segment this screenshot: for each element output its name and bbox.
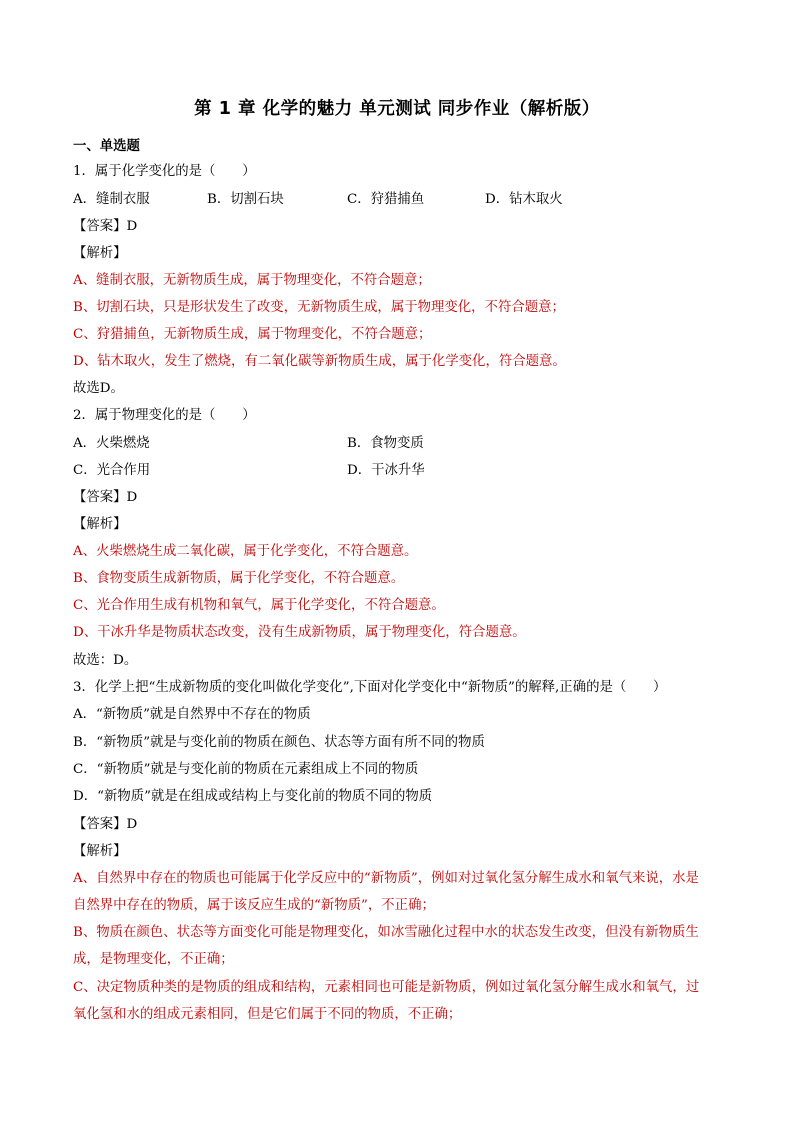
q2-option-d: D．干冰升华 <box>347 463 425 478</box>
q3-option-b: B．“新物质”就是与变化前的物质在颜色、状态等方面有所不同的物质 <box>73 735 485 750</box>
q1-option-c: C．狩猎捕鱼 <box>347 192 425 207</box>
q3-analysis-line: 自然界中存在的物质，属于该反应生成的“新物质”，不正确； <box>73 898 435 913</box>
question-2-options-row-1 <box>73 436 773 452</box>
q3-analysis-line: C、决定物质种类的是物质的组成和结构，元素相同也可能是新物质，例如过氧化氢分解生成水和氧气，过 <box>73 980 700 995</box>
q2-analysis-line: B、食物变质生成新物质，属于化学变化，不符合题意。 <box>73 571 405 586</box>
q3-analysis-line: 成，是物理变化，不正确； <box>73 952 234 967</box>
q3-analysis-line: A、自然界中存在的物质也可能属于化学反应中的“新物质”，例如对过氧化氢分解生成水和氧气来说，水是 <box>73 871 699 886</box>
q2-analysis-line: A、火柴燃烧生成二氧化碳，属于化学变化，不符合题意。 <box>73 544 418 559</box>
q3-analysis-line: 氧化氢和水的组成元素相同，但是它们属于不同的物质，不正确； <box>73 1007 462 1022</box>
q1-option-d: D．钻木取火 <box>485 192 563 207</box>
q2-analysis-line: D、干冰升华是物质状态改变，没有生成新物质，属于物理变化，符合题意。 <box>73 625 526 640</box>
q3-option-d: D．“新物质”就是在组成或结构上与变化前的物质不同的物质 <box>73 789 433 804</box>
q2-option-b: B．食物变质 <box>347 436 424 451</box>
q1-option-a: A．缝制衣服 <box>73 192 150 207</box>
q1-analysis-line: D、钻木取火，发生了燃烧，有二氧化碳等新物质生成，属于化学变化，符合题意。 <box>73 354 566 369</box>
q1-option-b: B．切割石块 <box>207 192 284 207</box>
q2-conclusion: 故选：D。 <box>73 653 138 668</box>
q2-answer: 【答案】D <box>73 490 138 505</box>
q3-option-a: A．“新物质”就是自然界中不存在的物质 <box>73 707 311 722</box>
q2-option-c: C．光合作用 <box>73 463 151 478</box>
q3-analysis-line: B、物质在颜色、状态等方面变化可能是物理变化，如冰雪融化过程中水的状态发生改变，但没有新物质生 <box>73 925 699 940</box>
q3-answer: 【答案】D <box>73 817 138 832</box>
q2-option-a: A．火柴燃烧 <box>73 436 150 451</box>
q1-analysis-line: B、切割石块，只是形状发生了改变，无新物质生成，属于物理变化，不符合题意； <box>73 300 565 315</box>
q1-conclusion: 故选D。 <box>73 381 124 396</box>
q3-analysis-label: 【解析】 <box>73 844 127 859</box>
q2-analysis-label: 【解析】 <box>73 517 127 532</box>
question-1-stem: 1．属于化学变化的是（ ） <box>73 164 256 179</box>
question-2-options-row-2 <box>73 463 773 479</box>
q1-analysis-line: C、狩猎捕鱼，无新物质生成，属于物理变化，不符合题意； <box>73 327 432 342</box>
question-2-stem: 2．属于物理变化的是（ ） <box>73 408 256 423</box>
q3-option-c: C．“新物质”就是与变化前的物质在元素组成上不同的物质 <box>73 762 419 777</box>
q2-analysis-line: C、光合作用生成有机物和氧气，属于化学变化，不符合题意。 <box>73 598 445 613</box>
question-3-stem: 3．化学上把“生成新物质的变化叫做化学变化”,下面对化学变化中“新物质”的解释,正确的是（ ） <box>73 680 667 695</box>
section-heading: 一、单选题 <box>73 138 140 154</box>
q1-analysis-line: A、缝制衣服，无新物质生成，属于物理变化，不符合题意； <box>73 273 431 288</box>
q1-answer: 【答案】D <box>73 219 138 234</box>
document-title: 第 1 章 化学的魅力 单元测试 同步作业（解析版） <box>194 99 600 119</box>
question-1-options <box>73 192 773 208</box>
q1-analysis-label: 【解析】 <box>73 246 127 261</box>
